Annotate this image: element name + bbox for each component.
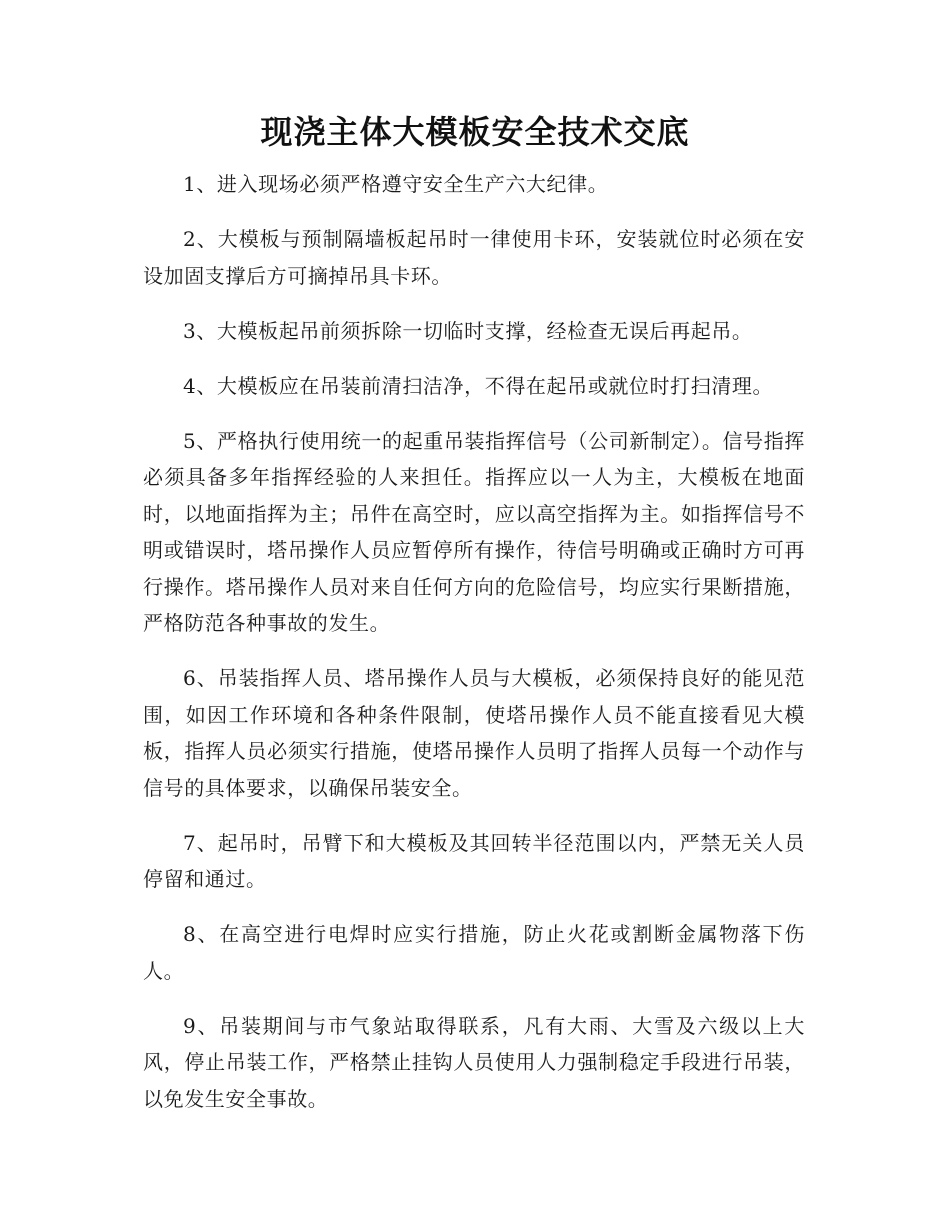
- paragraph-4: 4、大模板应在吊装前清扫洁净，不得在起吊或就位时打扫清理。: [183, 373, 774, 398]
- paragraph-6: 6、吊装指挥人员、塔吊操作人员与大模板，必须保持良好的能见范围，如因工作环境和各种条件限制，使塔吊操作人员不能直接看见大模板，指挥人员必须实行措施，使塔吊操作人员明了指挥人员每一个动作与信号的具体要求，以确保吊装安全。: [143, 666, 805, 800]
- paragraph-9: 9、吊装期间与市气象站取得联系，凡有大雨、大雪及六级以上大风，停止吊装工作，严格禁止挂钩人员使用人力强制稳定手段进行吊装，以免发生安全事故。: [143, 1013, 805, 1111]
- paragraph-2: 2、大模板与预制隔墙板起吊时一律使用卡环，安装就位时必须在安设加固支撑后方可摘掉吊具卡环。: [143, 227, 805, 288]
- paragraph-7: 7、起吊时，吊臂下和大模板及其回转半径范围以内，严禁无关人员停留和通过。: [143, 830, 805, 891]
- page-title: 现浇主体大模板安全技术交底: [260, 113, 690, 151]
- paragraph-8: 8、在高空进行电焊时应实行措施，防止火花或割断金属物落下伤人。: [143, 922, 805, 983]
- paragraph-5: 5、严格执行使用统一的起重吊装指挥信号（公司新制定）。信号指挥必须具备多年指挥经验的人来担任。指挥应以一人为主，大模板在地面时，以地面指挥为主；吊件在高空时，应以高空指挥为主。如指挥信号不明或错误时，塔吊操作人员应暂停所有操作，待信号明确或正确时方可再行操作。塔吊操作人员对来自任何方向的危险信号，均应实行果断措施，严格防范各种事故的发生。: [143, 428, 805, 635]
- paragraph-1: 1、进入现场必须严格遵守安全生产六大纪律。: [183, 172, 609, 196]
- paragraph-3: 3、大模板起吊前须拆除一切临时支撑，经检查无误后再起吊。: [183, 318, 753, 343]
- document-body: [143, 166, 805, 1136]
